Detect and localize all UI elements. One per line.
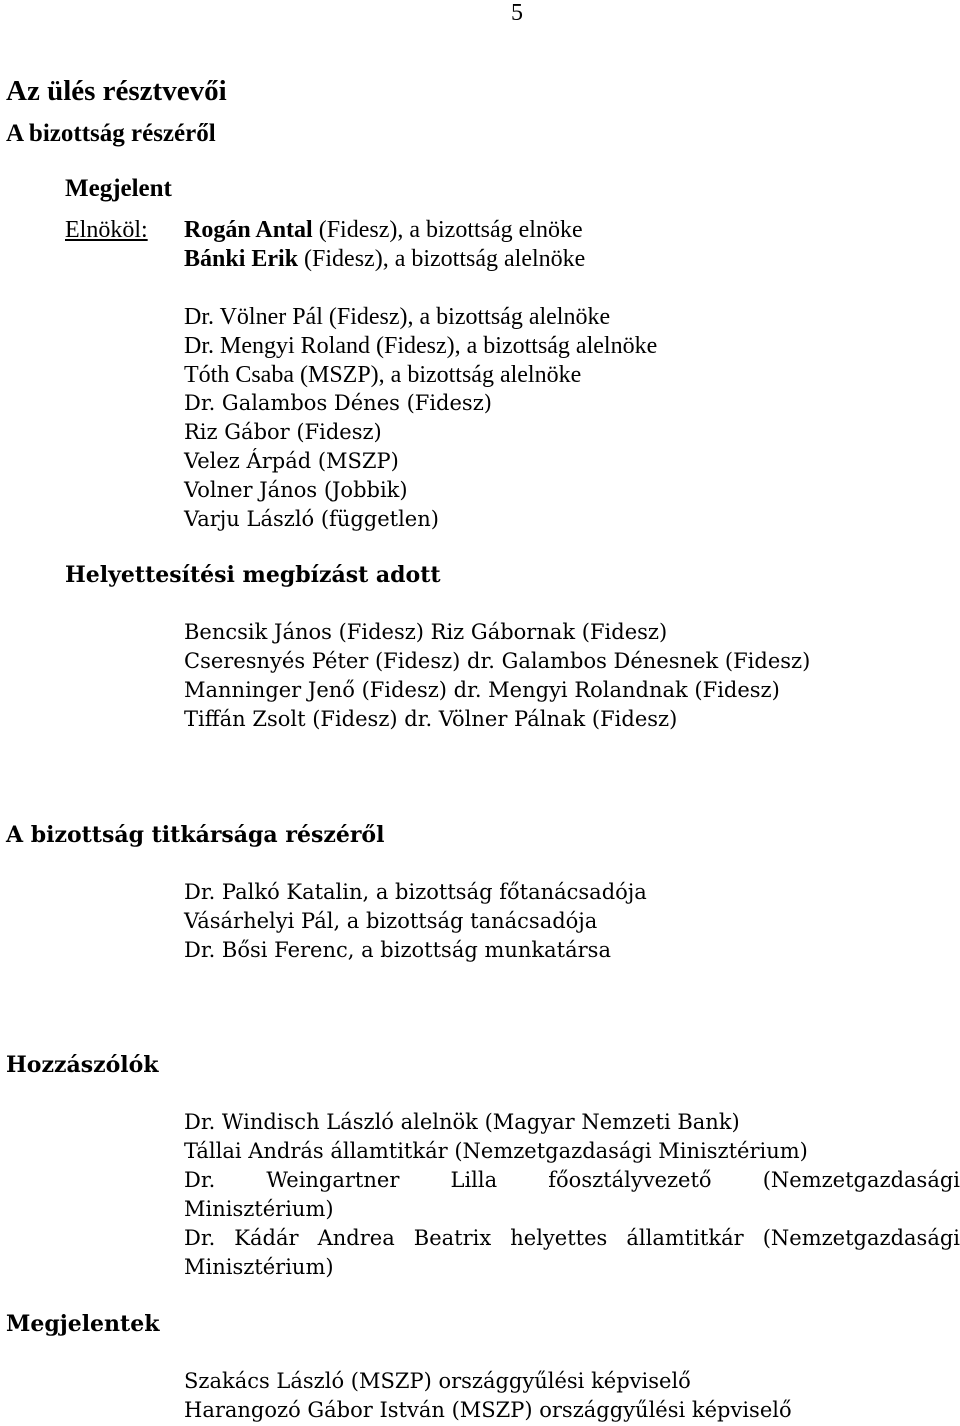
speaker-line: Dr. Windisch László alelnök (Magyar Nemzeti Bank)	[184, 1110, 740, 1134]
speaker-line: Dr. Kádár Andrea Beatrix helyettes államtitkár (Nemzetgazdasági	[184, 1226, 960, 1250]
member-line: Velez Árpád (MSZP)	[184, 449, 399, 473]
chair-name: Rogán Antal	[184, 217, 313, 243]
member-line: Dr. Mengyi Roland (Fidesz), a bizottság alelnöke	[184, 333, 658, 359]
page-number: 5	[511, 0, 523, 26]
speaker-line: Minisztérium)	[184, 1197, 334, 1221]
substitution-line: Bencsik János (Fidesz) Riz Gábornak (Fidesz)	[184, 620, 668, 644]
present-heading: Megjelent	[65, 175, 172, 202]
substitution-line: Tiffán Zsolt (Fidesz) dr. Völner Pálnak (Fidesz)	[184, 707, 678, 731]
chair-role: (Fidesz), a bizottság elnöke	[312, 217, 583, 243]
member-line: Varju László (független)	[184, 507, 439, 531]
attendee-line: Szakács László (MSZP) országgyűlési képviselő	[184, 1369, 691, 1393]
speaker-line: Tállai András államtitkár (Nemzetgazdasági Minisztérium)	[184, 1139, 808, 1163]
speaker-line: Dr. Weingartner Lilla főosztályvezető (Nemzetgazdasági	[184, 1168, 960, 1192]
substitution-line: Cseresnyés Péter (Fidesz) dr. Galambos Dénesnek (Fidesz)	[184, 649, 811, 673]
attendees-heading: Megjelentek	[6, 1311, 160, 1337]
chair-label: Elnököl:	[65, 217, 148, 243]
speakers-heading: Hozzászólók	[6, 1052, 159, 1078]
substitution-line: Manninger Jenő (Fidesz) dr. Mengyi Rolandnak (Fidesz)	[184, 678, 780, 702]
member-line: Dr. Völner Pál (Fidesz), a bizottság alelnöke	[184, 304, 611, 330]
member-line: Volner János (Jobbik)	[184, 478, 408, 502]
secretariat-line: Vásárhelyi Pál, a bizottság tanácsadója	[184, 909, 598, 933]
member-line: Riz Gábor (Fidesz)	[184, 420, 382, 444]
vice-chair-line	[184, 246, 585, 273]
committee-heading: A bizottság részéről	[6, 120, 216, 147]
member-line: Dr. Galambos Dénes (Fidesz)	[184, 391, 492, 415]
speaker-line: Minisztérium)	[184, 1255, 334, 1279]
secretariat-line: Dr. Bősi Ferenc, a bizottság munkatársa	[184, 938, 611, 962]
member-line: Tóth Csaba (MSZP), a bizottság alelnöke	[184, 362, 582, 388]
vice-chair-name: Bánki Erik	[184, 246, 299, 272]
substitution-heading: Helyettesítési megbízást adott	[65, 562, 441, 588]
page-title: Az ülés résztvevői	[6, 75, 227, 107]
vice-chair-role: (Fidesz), a bizottság alelnöke	[298, 246, 586, 272]
chair-line	[184, 217, 583, 244]
secretariat-heading: A bizottság titkársága részéről	[6, 822, 385, 848]
secretariat-line: Dr. Palkó Katalin, a bizottság főtanácsadója	[184, 880, 647, 904]
attendee-line: Harangozó Gábor István (MSZP) országgyűlési képviselő	[184, 1398, 792, 1422]
